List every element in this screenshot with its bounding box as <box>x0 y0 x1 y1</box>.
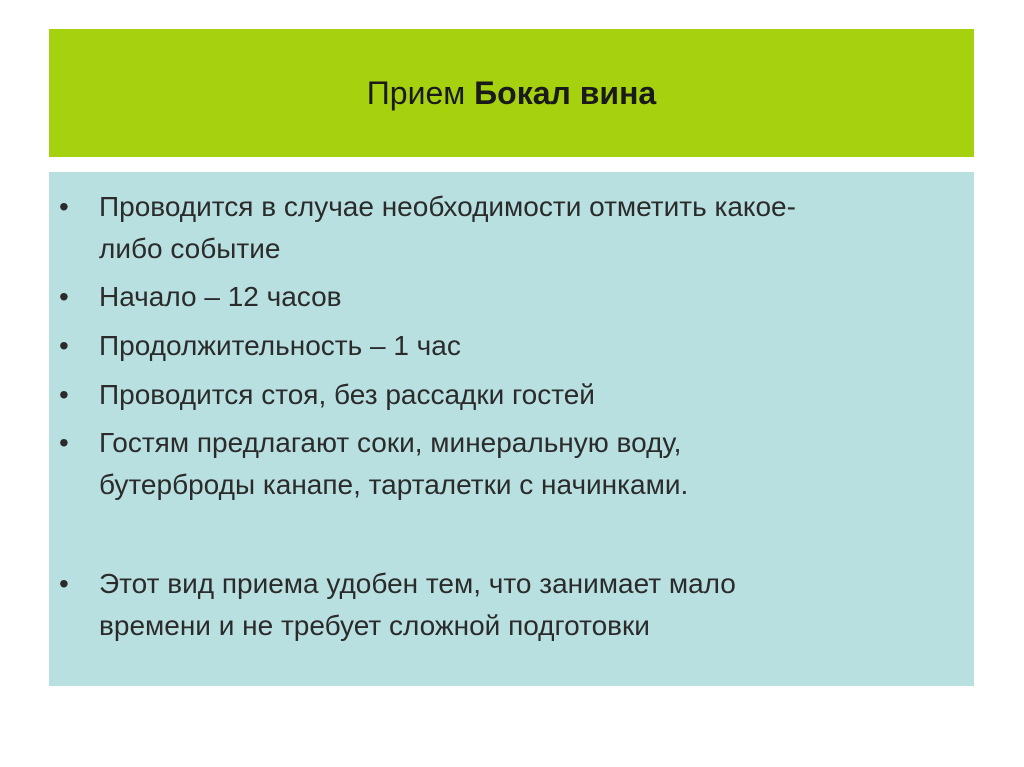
title-bar <box>49 29 974 157</box>
bullet-line: Этот вид приема удобен тем, что занимает мало <box>99 568 736 599</box>
bullet-line: Проводится в случае необходимости отметить какое- <box>99 191 796 222</box>
bullet-line: времени и не требует сложной подготовки <box>99 610 650 641</box>
bullet-dot-icon: • <box>59 379 69 410</box>
slide-title <box>367 75 656 112</box>
bullet-text <box>99 374 919 416</box>
bullet-line: Продолжительность – 1 час <box>99 330 461 361</box>
bullet-dot-icon: • <box>59 191 69 222</box>
bullet-text <box>99 325 919 367</box>
bullet-line: бутерброды канапе, тарталетки с начинками. <box>99 469 689 500</box>
bullet-dot-icon: • <box>59 281 69 312</box>
content-panel <box>49 172 974 686</box>
bullet-dot-icon: • <box>59 330 69 361</box>
bullet-line: Начало – 12 часов <box>99 281 342 312</box>
bullet-text <box>99 186 919 270</box>
bullet-line: Гостям предлагают соки, минеральную воду, <box>99 427 682 458</box>
bullet-line: Проводится стоя, без рассадки гостей <box>99 379 595 410</box>
title-bold: Бокал вина <box>474 74 657 111</box>
bullet-line: либо событие <box>99 233 281 264</box>
title-prefix: Прием <box>366 74 466 111</box>
bullet-text <box>99 422 919 506</box>
bullet-text <box>99 563 919 647</box>
bullet-dot-icon: • <box>59 568 69 599</box>
bullet-dot-icon: • <box>59 427 69 458</box>
bullet-text <box>99 276 919 318</box>
